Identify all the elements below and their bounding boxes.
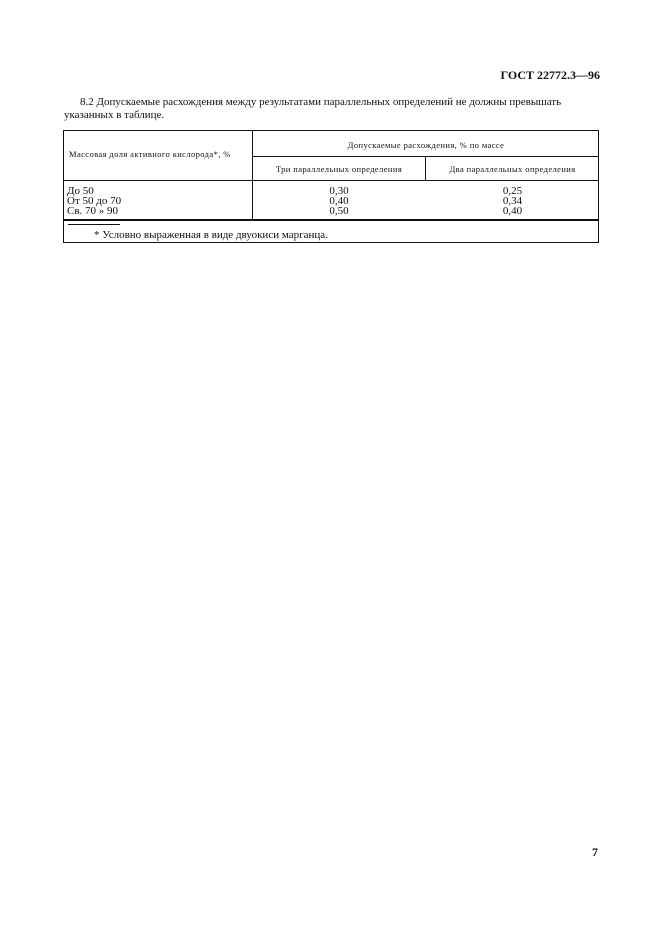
table-header-three-determinations: Три параллельных определения (275, 164, 403, 174)
table-subheader-rule (252, 156, 599, 157)
table-cell-three: 0,40 (329, 195, 349, 207)
tolerance-table (63, 130, 599, 243)
page-number: 7 (592, 845, 598, 859)
table-header-mass-fraction: Массовая доля активного кислорода*, % (69, 149, 231, 159)
table-cell-two: 0,40 (502, 205, 523, 217)
table-cell-two: 0,25 (502, 185, 523, 197)
table-cell-three: 0,30 (329, 185, 349, 197)
document-code: ГОСТ 22772.3—96 (500, 68, 600, 82)
table-header-rule (64, 180, 599, 181)
table-header-two-determinations: Два параллельных определения (449, 164, 576, 174)
clause-text-line2: указанных в таблице. (64, 108, 165, 121)
table-cell-range: До 50 (67, 185, 94, 197)
clause-8-2 (64, 96, 600, 121)
table-body-bottom-rule (64, 219, 599, 221)
table-cell-range: Св. 70 » 90 (67, 205, 119, 217)
clause-text-line1: 8.2 Допускаемые расхождения между результатами параллельных определений не должны превышать (80, 96, 562, 108)
table-cell-two: 0,34 (502, 195, 523, 207)
table-footnote: * Условно выраженная в виде двуокиси марганца. (94, 229, 328, 241)
footnote-rule (68, 224, 120, 225)
table-header-group: Допускаемые расхождения, % по массе (347, 140, 505, 150)
table-cell-range: От 50 до 70 (67, 195, 122, 207)
table-cell-three: 0,50 (329, 205, 349, 217)
